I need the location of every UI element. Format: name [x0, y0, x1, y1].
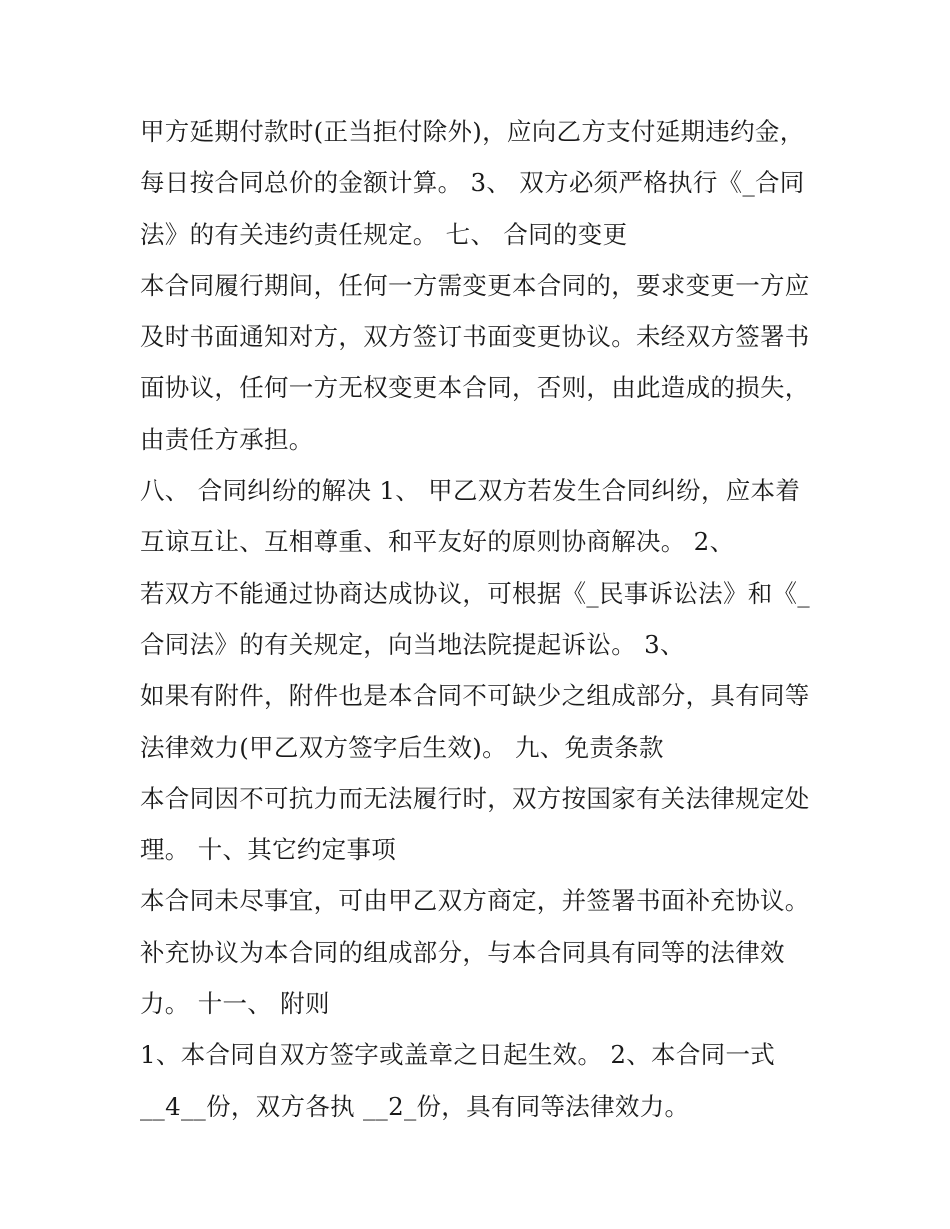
text-line: 力。 十一、 附则 [140, 989, 330, 1019]
text-line: 互谅互让、互相尊重、和平友好的原则协商解决。 2、 [140, 527, 735, 557]
text-line: 及时书面通知对方，双方签订书面变更协议。未经双方签署书 [140, 322, 810, 352]
contract-text-body [140, 106, 840, 1132]
text-line: 每日按合同总价的金额计算。 3、 双方必须严格执行《_合同 [140, 168, 805, 198]
text-line: 理。 十、其它约定事项 [140, 835, 397, 865]
text-line: 面协议，任何一方无权变更本合同，否则，由此造成的损失， [140, 373, 810, 403]
text-line: 本合同未尽事宜，可由甲乙双方商定，并签署书面补充协议。 [140, 886, 810, 916]
text-line: 本合同因不可抗力而无法履行时，双方按国家有关法律规定处 [140, 783, 810, 813]
text-line: 八、 合同纠纷的解决 1、 甲乙双方若发生合同纠纷，应本着 [140, 476, 801, 506]
text-line: 甲方延期付款时(正当拒付除外)，应向乙方支付延期违约金， [140, 117, 805, 146]
text-line: 如果有附件，附件也是本合同不可缺少之组成部分，具有同等 [140, 681, 810, 711]
text-line: 本合同履行期间，任何一方需变更本合同的，要求变更一方应 [140, 270, 810, 300]
text-line: __4__份，双方各执 __2_份，具有同等法律效力。 [140, 1091, 690, 1121]
text-line: 法律效力(甲乙双方签字后生效)。 九、免责条款 [140, 732, 664, 762]
text-line: 补充协议为本合同的组成部分，与本合同具有同等的法律效 [140, 937, 785, 967]
text-line: 由责任方承担。 [140, 424, 314, 454]
text-line: 1、本合同自双方签字或盖章之日起生效。 2、本合同一式 [140, 1040, 776, 1070]
text-line: 法》的有关违约责任规定。 七、 合同的变更 [140, 219, 628, 249]
text-line: 若双方不能通过协商达成协议，可根据《_民事诉讼法》和《_ [140, 578, 810, 608]
text-line: 合同法》的有关规定，向当地法院提起诉讼。 3、 [140, 629, 685, 659]
